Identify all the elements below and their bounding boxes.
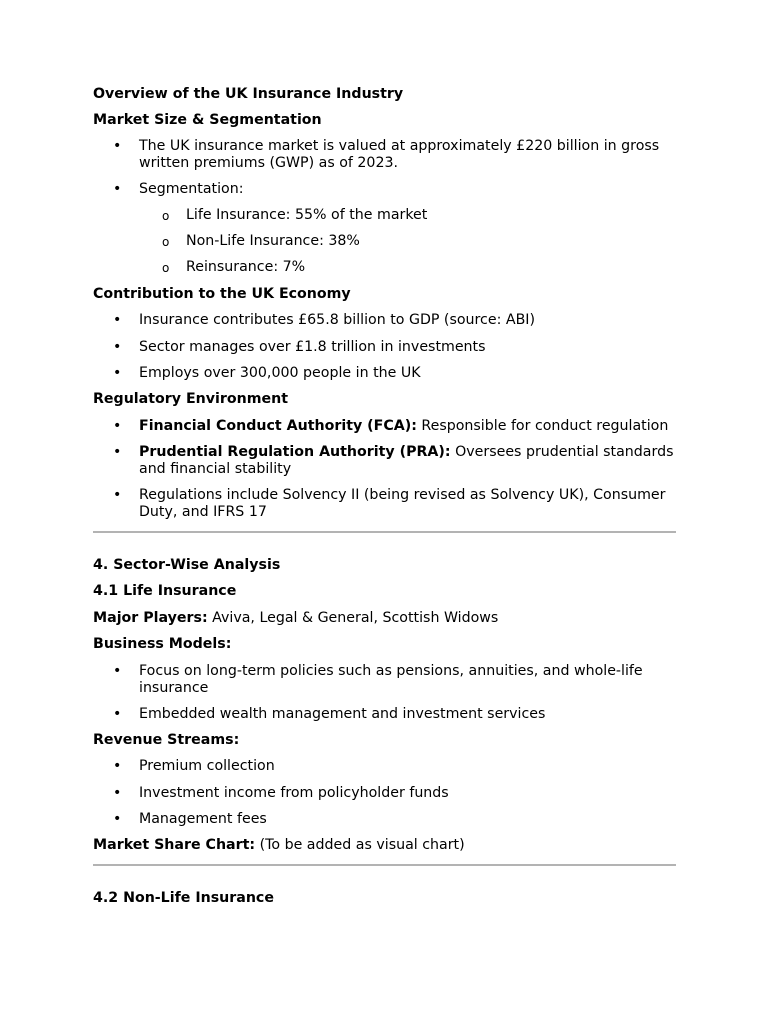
list-item-text: Insurance contributes £65.8 billion to GDP (source: ABI)	[139, 312, 536, 328]
sub-list-item-text: Reinsurance: 7%	[186, 259, 306, 275]
regulatory-list	[93, 418, 676, 521]
revenue-streams-list	[93, 758, 676, 828]
list-item-text: Focus on long-term policies such as pensions, annuities, and whole-life insurance	[139, 663, 643, 696]
list-item-text: Segmentation:	[139, 181, 244, 197]
major-players-text: Aviva, Legal & General, Scottish Widows	[207, 610, 499, 626]
list-item-text: Embedded wealth management and investment services	[139, 706, 546, 722]
horizontal-rule	[93, 531, 676, 533]
horizontal-rule	[93, 864, 676, 866]
market-share-text: (To be added as visual chart)	[255, 837, 465, 853]
major-players-label: Major Players:	[93, 610, 208, 626]
list-item	[93, 444, 676, 478]
list-item-text: Sector manages over £1.8 trillion in investments	[139, 339, 486, 355]
list-item	[93, 811, 676, 828]
list-item-text: Premium collection	[139, 758, 275, 774]
list-item	[93, 758, 676, 775]
document-content	[93, 86, 676, 907]
economy-list	[93, 312, 676, 382]
pra-label: Prudential Regulation Authority (PRA):	[139, 444, 451, 460]
list-item-text: Regulations include Solvency II (being revised as Solvency UK), Consumer Duty, and IFRS 17	[139, 487, 666, 520]
list-item	[93, 487, 676, 521]
list-item	[93, 339, 676, 356]
sub-list-item	[93, 207, 676, 224]
list-item	[93, 365, 676, 382]
economy-heading: Contribution to the UK Economy	[93, 286, 351, 302]
fca-text: Responsible for conduct regulation	[416, 418, 669, 434]
market-size-heading: Market Size & Segmentation	[93, 112, 322, 128]
pra-text: Oversees prudential standards and financial stability	[139, 444, 674, 477]
document-title: Overview of the UK Insurance Industry	[93, 86, 404, 102]
list-item-text: Investment income from policyholder funds	[139, 785, 449, 801]
regulatory-heading: Regulatory Environment	[93, 391, 288, 407]
list-item-text: The UK insurance market is valued at approximately £220 billion in gross written premiums (GWP) as of 2023.	[139, 138, 660, 171]
sub-list-item	[93, 259, 676, 276]
list-item-text: Management fees	[139, 811, 267, 827]
fca-label: Financial Conduct Authority (FCA):	[139, 418, 417, 434]
sub-list-item-text: Non-Life Insurance: 38%	[186, 233, 360, 249]
list-item-text: Employs over 300,000 people in the UK	[139, 365, 421, 381]
list-item	[93, 181, 676, 198]
list-item	[93, 785, 676, 802]
market-size-list	[93, 138, 676, 198]
major-players-line	[93, 610, 676, 627]
business-models-list	[93, 663, 676, 723]
business-models-heading: Business Models:	[93, 636, 232, 652]
revenue-streams-heading: Revenue Streams:	[93, 732, 240, 748]
segmentation-list	[93, 207, 676, 276]
list-item	[93, 418, 676, 435]
sub-list-item	[93, 233, 676, 250]
market-share-label: Market Share Chart:	[93, 837, 256, 853]
list-item	[93, 706, 676, 723]
non-life-insurance-heading: 4.2 Non-Life Insurance	[93, 890, 274, 906]
life-insurance-heading: 4.1 Life Insurance	[93, 583, 237, 599]
list-item	[93, 138, 676, 172]
sub-list-item-text: Life Insurance: 55% of the market	[186, 207, 428, 223]
list-item	[93, 312, 676, 329]
market-share-line	[93, 837, 676, 854]
sector-analysis-heading: 4. Sector-Wise Analysis	[93, 557, 281, 573]
list-item	[93, 663, 676, 697]
